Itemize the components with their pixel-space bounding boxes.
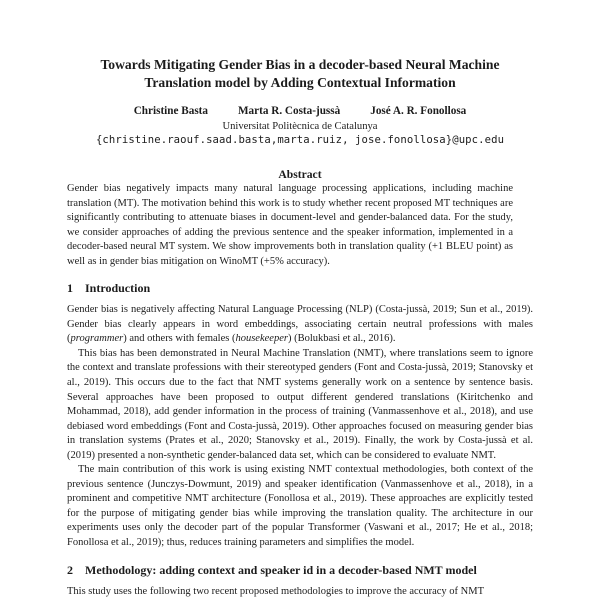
section-1-number: 1 [67,281,73,296]
email-line: {christine.raouf.saad.basta,marta.ruiz, jose.fonollosa}@upc.edu [95,134,505,146]
intro-paragraph-1-text: ) and others with females ( [123,333,236,345]
intro-paragraph-1-text: Gender bias is negatively affecting Natural Language Processing (NLP) (Costa-jussà, 2019; Sun et al., 2019). Gender bias clearly appears in word embeddings, associating certain neutral professions with males ( [67,304,533,345]
methodology-paragraph-1: This study uses the following two recent proposed methodologies to improve the accuracy of NMT [67,585,484,597]
authors-row [67,105,533,118]
section-1-title: Introduction [85,281,151,296]
author-name: José A. R. Fonollosa [370,105,467,117]
intro-paragraph-1 [67,303,533,347]
intro-paragraph-2: This bias has been demonstrated in Neural Machine Translation (NMT), where translations seem to ignore the context and translate professions with their stereotyped genders (Font and Costa-jussà, 2019; Stanovsky et al., 2019). This occurs due to the fact that NMT systems generally work on a sentence by sentence basis. Several approaches have been proposed to output different gendered translations (Kiritchenko and Mohammad, 2018), add gender information in the process of training (Vanmassenhove et al., 2018), and use debiased word embeddings (Font and Costa-jussà, 2019). Other approaches focused on measuring gender bias in translation systems (Prates et al., 2020; Stanovsky et al., 2019). Finally, the work by Costa-jussà et al. (2019) presented a non-synthetic gender-balanced data set, which can be considered to evaluate NMT. [67,347,533,461]
section-2-heading [67,563,533,578]
section-2-title: Methodology: adding context and speaker id in a decoder-based NMT model [85,562,477,577]
intro-paragraph-1-italic-programmer: programmer [70,333,124,345]
intro-paragraph-1-italic-housekeeper: housekeeper [235,333,288,345]
paper-title: Towards Mitigating Gender Bias in a decoder-based Neural Machine Translation model by Adding Contextual Information [100,57,500,90]
intro-paragraph-1-text: ) (Bolukbasi et al., 2016). [287,333,396,345]
section-1-heading [67,281,533,296]
abstract-heading: Abstract [278,168,322,181]
intro-paragraph-3: The main contribution of this work is using existing NMT contextual methodologies, both context of the previous sentence (Junczys-Dowmunt, 2019) and speaker identification (Vanmassenhove et al., 2018), in a prominent and competitive NMT architecture (Fonollosa et al., 2019). These approaches are explicitly tested for the purpose of mitigating gender bias while improving the translation quality. The architecture in our experiments uses only the decoder part of the popular Transformer (Vaswani et al., 2017; He et al., 2018; Fonollosa et al., 2019); thus, reduces training parameters and simplifies the model. [67,464,533,549]
abstract-text: Gender bias negatively impacts many natural language processing applications, including machine translation (MT). The motivation behind this work is to study whether recent proposed MT techniques are significantly contributing to attenuate biases in document-level and gender-balanced data. For the study, we consider approaches of adding the previous sentence and the speaker information, implemented in a decoder-based neural MT system. We show improvements both in translation quality (+1 BLEU point) as well as in gender bias mitigation on WinoMT (+5% accuracy). [67,183,513,267]
author-name: Christine Basta [133,105,208,117]
section-2-number: 2 [67,562,73,577]
author-name: Marta R. Costa-jussà [238,105,341,117]
affiliation: Universitat Politècnica de Catalunya [222,121,378,132]
